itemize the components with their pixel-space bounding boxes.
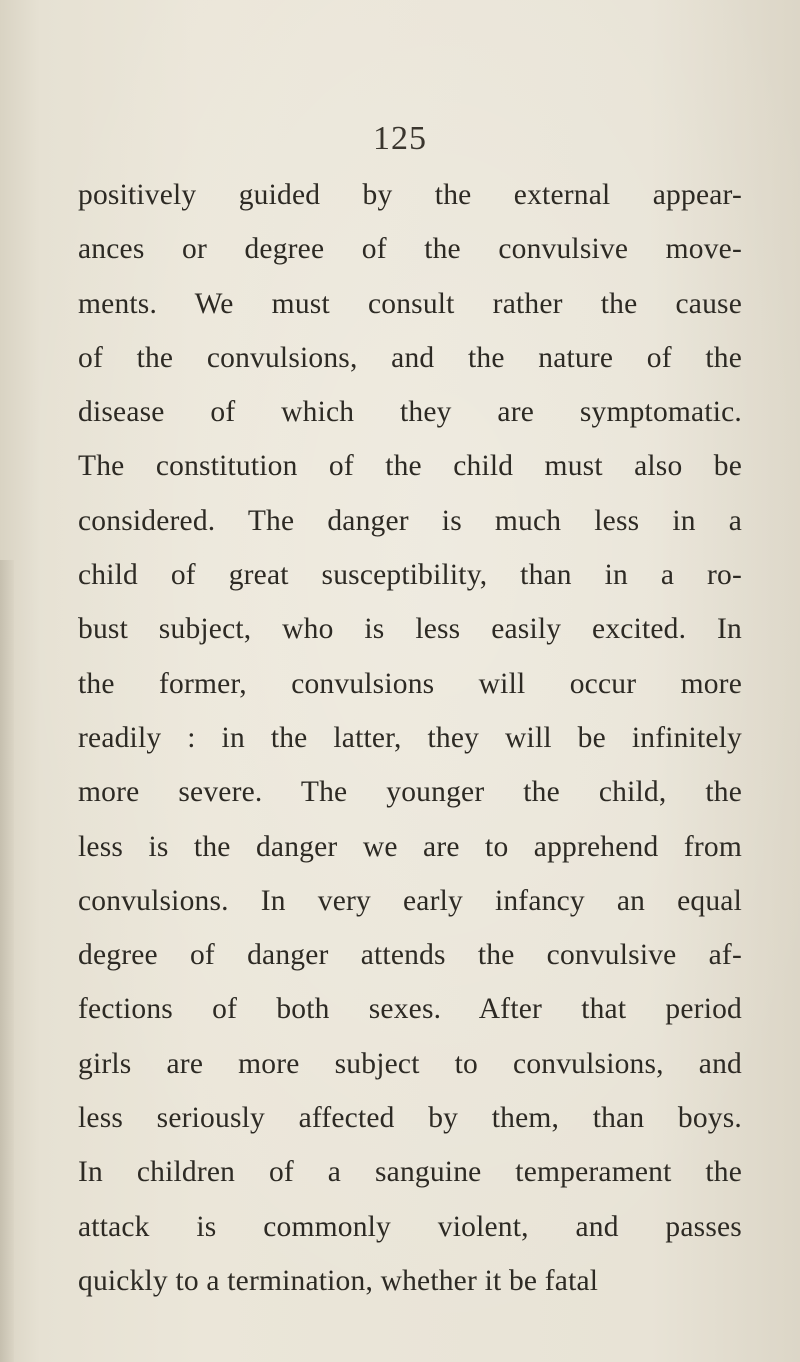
text-line: convulsions. In very early infancy an equal — [78, 884, 742, 917]
text-line: more severe. The younger the child, the — [78, 776, 742, 809]
text-line: readily : in the latter, they will be infinitely — [78, 721, 742, 754]
page-edge-shadow — [0, 560, 14, 1362]
text-line: attack is commonly violent, and passes — [78, 1210, 742, 1243]
text-line: of the convulsions, and the nature of the — [78, 341, 742, 374]
text-line: quickly to a termination, whether it be fatal — [78, 1264, 599, 1297]
text-line: ances or degree of the convulsive move- — [78, 233, 742, 266]
text-line: child of great susceptibility, than in a ro- — [78, 559, 742, 592]
text-line: positively guided by the external appear- — [78, 179, 742, 211]
text-line: less is the danger we are to apprehend from — [78, 830, 742, 863]
text-line: The constitution of the child must also be — [78, 450, 742, 483]
body-text — [78, 168, 742, 1308]
text-line: the former, convulsions will occur more — [78, 667, 742, 700]
page-number: 125 — [373, 120, 427, 157]
text-line: girls are more subject to convulsions, and — [78, 1047, 742, 1080]
text-line: less seriously affected by them, than boys. — [78, 1102, 742, 1135]
text-line: In children of a sanguine temperament the — [78, 1156, 742, 1189]
text-line: disease of which they are symptomatic. — [78, 396, 742, 429]
text-line: degree of danger attends the convulsive af- — [78, 939, 742, 972]
text-line: considered. The danger is much less in a — [78, 504, 742, 537]
text-line: ments. We must consult rather the cause — [78, 287, 742, 320]
text-line: fections of both sexes. After that period — [78, 993, 742, 1026]
text-line: bust subject, who is less easily excited. In — [78, 613, 742, 646]
